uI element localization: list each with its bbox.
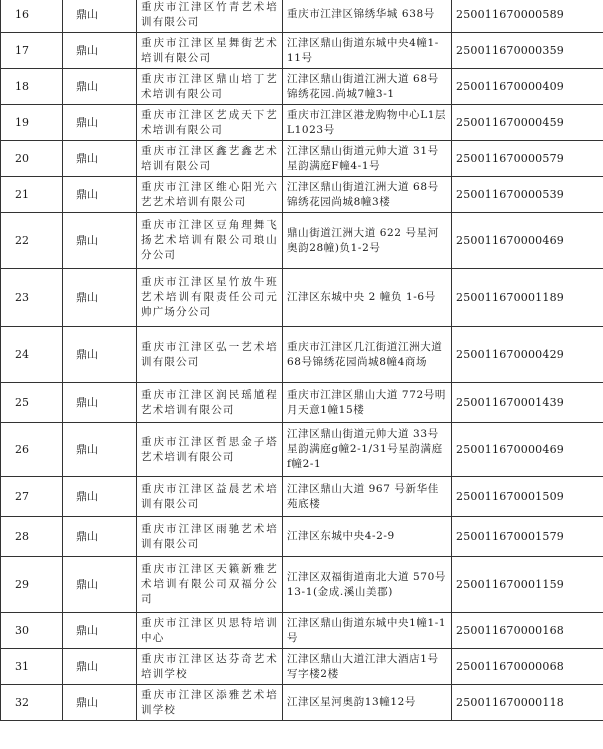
row-org-name: 重庆市江津区豆角理舞飞扬艺术培训有限公司琅山分公司 bbox=[137, 213, 283, 269]
row-reg-code: 250011670000168 bbox=[452, 613, 603, 649]
row-address: 江津区鼎山街道元帅大道 31号星韵满庭F幢4-1号 bbox=[283, 141, 452, 177]
row-address: 鼎山街道江洲大道 622 号星河奥韵28幢)负1-2号 bbox=[283, 213, 452, 269]
row-number: 26 bbox=[1, 423, 63, 477]
registry-table-body bbox=[1, 0, 603, 721]
row-reg-code: 250011670000469 bbox=[452, 213, 603, 269]
row-reg-code: 250011670000068 bbox=[452, 649, 603, 685]
row-town: 鼎山 bbox=[63, 177, 137, 213]
row-town: 鼎山 bbox=[63, 213, 137, 269]
row-org-name: 重庆市江津区贝思特培训中心 bbox=[137, 613, 283, 649]
row-reg-code: 250011670000409 bbox=[452, 69, 603, 105]
row-org-name: 重庆市江津区哲思金子塔艺术培训有限公司 bbox=[137, 423, 283, 477]
row-town: 鼎山 bbox=[63, 557, 137, 613]
row-town: 鼎山 bbox=[63, 141, 137, 177]
table-row bbox=[1, 423, 603, 477]
row-reg-code: 250011670000579 bbox=[452, 141, 603, 177]
table-row bbox=[1, 613, 603, 649]
row-town: 鼎山 bbox=[63, 517, 137, 557]
row-address: 江津区鼎山大道 967 号新华佳苑底楼 bbox=[283, 477, 452, 517]
row-org-name: 重庆市江津区鼎山培丁艺术培训有限公司 bbox=[137, 69, 283, 105]
row-town: 鼎山 bbox=[63, 613, 137, 649]
row-org-name: 重庆市江津区益晨艺术培训有限公司 bbox=[137, 477, 283, 517]
row-address: 江津区鼎山大道江津大酒店1号写字楼2楼 bbox=[283, 649, 452, 685]
row-reg-code: 250011670001189 bbox=[452, 269, 603, 327]
table-row bbox=[1, 141, 603, 177]
row-reg-code: 250011670000429 bbox=[452, 327, 603, 383]
row-org-name: 重庆市江津区添雅艺术培训学校 bbox=[137, 685, 283, 721]
row-org-name: 重庆市江津区竹青艺术培训有限公司 bbox=[137, 0, 283, 33]
row-number: 31 bbox=[1, 649, 63, 685]
row-address: 江津区东城中央4-2-9 bbox=[283, 517, 452, 557]
row-address: 江津区双福街道南北大道 570号13-1(金成.溪山美郡) bbox=[283, 557, 452, 613]
watermark-overlay bbox=[449, 723, 589, 739]
row-org-name: 重庆市江津区维心阳光六艺艺术培训有限公司 bbox=[137, 177, 283, 213]
row-address: 重庆市江津区鼎山大道 772号明月天意1幢15楼 bbox=[283, 383, 452, 423]
row-number: 30 bbox=[1, 613, 63, 649]
row-number: 25 bbox=[1, 383, 63, 423]
row-address: 江津区鼎山街道元帅大道 33号星韵满庭g幢2-1/31号星韵满庭f幢2-1 bbox=[283, 423, 452, 477]
row-reg-code: 250011670000589 bbox=[452, 0, 603, 33]
row-number: 29 bbox=[1, 557, 63, 613]
table-row bbox=[1, 557, 603, 613]
row-reg-code: 250011670000359 bbox=[452, 33, 603, 69]
table-row bbox=[1, 517, 603, 557]
row-number: 27 bbox=[1, 477, 63, 517]
row-reg-code: 250011670001439 bbox=[452, 383, 603, 423]
row-address: 江津区鼎山街道江洲大道 68号锦绣花园.尚城7幢3-1 bbox=[283, 69, 452, 105]
row-town: 鼎山 bbox=[63, 69, 137, 105]
row-reg-code: 250011670000118 bbox=[452, 685, 603, 721]
row-org-name: 重庆市江津区润民瑶馗程艺术培训有限公司 bbox=[137, 383, 283, 423]
row-town: 鼎山 bbox=[63, 33, 137, 69]
row-town: 鼎山 bbox=[63, 269, 137, 327]
row-org-name: 重庆市江津区达芬奇艺术培训学校 bbox=[137, 649, 283, 685]
row-org-name: 重庆市江津区星竹放牛班艺术培训有限责任公司元帅广场分公司 bbox=[137, 269, 283, 327]
row-number: 32 bbox=[1, 685, 63, 721]
row-town: 鼎山 bbox=[63, 0, 137, 33]
table-row bbox=[1, 213, 603, 269]
row-org-name: 重庆市江津区雨驰艺术培训有限公司 bbox=[137, 517, 283, 557]
row-reg-code: 250011670001509 bbox=[452, 477, 603, 517]
row-town: 鼎山 bbox=[63, 477, 137, 517]
table-row bbox=[1, 327, 603, 383]
row-number: 28 bbox=[1, 517, 63, 557]
row-number: 21 bbox=[1, 177, 63, 213]
row-org-name: 重庆市江津区艺成天下艺术培训有限公司 bbox=[137, 105, 283, 141]
row-address: 重庆市江津区锦绣华城 638号 bbox=[283, 0, 452, 33]
row-number: 20 bbox=[1, 141, 63, 177]
table-row bbox=[1, 69, 603, 105]
table-row bbox=[1, 685, 603, 721]
row-org-name: 重庆市江津区鑫艺鑫艺术培训有限公司 bbox=[137, 141, 283, 177]
row-town: 鼎山 bbox=[63, 423, 137, 477]
table-row bbox=[1, 177, 603, 213]
row-town: 鼎山 bbox=[63, 685, 137, 721]
row-number: 19 bbox=[1, 105, 63, 141]
row-address: 重庆市江津区港龙购物中心L1层L1023号 bbox=[283, 105, 452, 141]
table-row bbox=[1, 105, 603, 141]
row-address: 江津区鼎山街道东城中央1幢1-1号 bbox=[283, 613, 452, 649]
row-address: 重庆市江津区几江街道江洲大道68号锦绣花园尚城8幢4商场 bbox=[283, 327, 452, 383]
row-number: 16 bbox=[1, 0, 63, 33]
table-row bbox=[1, 33, 603, 69]
table-row bbox=[1, 477, 603, 517]
row-number: 24 bbox=[1, 327, 63, 383]
row-town: 鼎山 bbox=[63, 327, 137, 383]
row-town: 鼎山 bbox=[63, 649, 137, 685]
row-org-name: 重庆市江津区星舞街艺术培训有限公司 bbox=[137, 33, 283, 69]
row-reg-code: 250011670001159 bbox=[452, 557, 603, 613]
row-reg-code: 250011670000539 bbox=[452, 177, 603, 213]
row-org-name: 重庆市江津区天籁新雅艺术培训有限公司双福分公司 bbox=[137, 557, 283, 613]
table-row bbox=[1, 649, 603, 685]
row-address: 江津区鼎山街道江洲大道 68号锦绣花园尚城8幢3楼 bbox=[283, 177, 452, 213]
row-number: 18 bbox=[1, 69, 63, 105]
row-reg-code: 250011670000469 bbox=[452, 423, 603, 477]
row-number: 17 bbox=[1, 33, 63, 69]
table-row bbox=[1, 383, 603, 423]
row-number: 22 bbox=[1, 213, 63, 269]
row-town: 鼎山 bbox=[63, 105, 137, 141]
table-row bbox=[1, 0, 603, 33]
row-number: 23 bbox=[1, 269, 63, 327]
row-org-name: 重庆市江津区弘一艺术培训有限公司 bbox=[137, 327, 283, 383]
row-reg-code: 250011670001579 bbox=[452, 517, 603, 557]
table-row bbox=[1, 269, 603, 327]
row-address: 江津区星河奥韵13幢12号 bbox=[283, 685, 452, 721]
row-town: 鼎山 bbox=[63, 383, 137, 423]
row-address: 江津区东城中央 2 幢负 1-6号 bbox=[283, 269, 452, 327]
row-reg-code: 250011670000459 bbox=[452, 105, 603, 141]
row-address: 江津区鼎山街道东城中央4幢1-11号 bbox=[283, 33, 452, 69]
